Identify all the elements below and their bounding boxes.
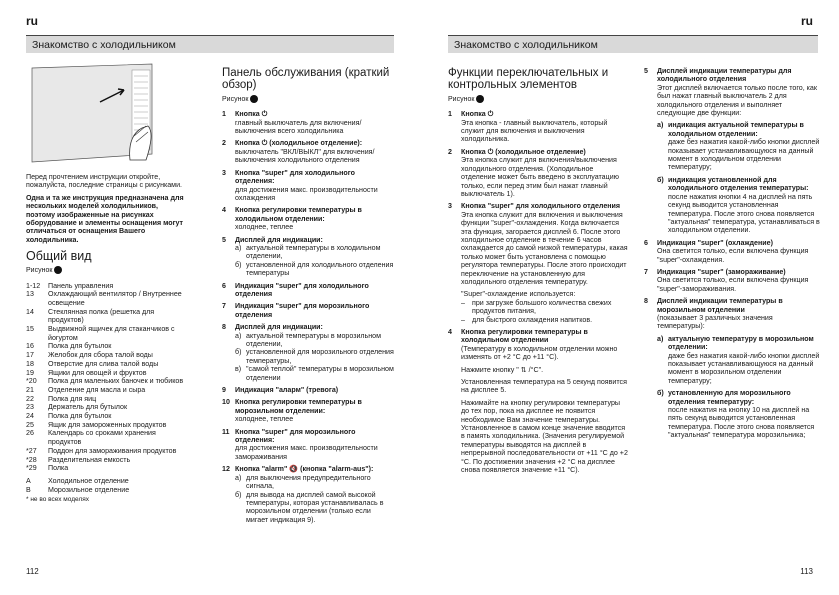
item-number: 13 [26,290,34,299]
panel-item-desc: главный выключатель для включения/выключения всего холодильника [235,118,362,136]
general-view-item [26,377,188,386]
panel-item [222,139,394,164]
panel-item-desc: для достижения макс. производительности охлаждения [235,185,378,202]
panel-item [222,110,394,135]
panel-item [222,323,394,382]
panel-item-title: Кнопка регулировки температуры в холодильном отделении: [235,206,362,223]
subitem-text: установленной для морозильного отделения температуры, [246,348,394,365]
panel-item [222,282,394,299]
func-item-7: 7 Индикация "super" (замораживание) Она светится только, если включена функция "super"-замораживания. [644,267,809,293]
general-view-item [26,456,188,465]
func-item-5: 5 Дисплей индикации температуры для холодильного отделения Этот дисплей включается только после того, как был нажат главный выключатель 2 для холодильного отделения и выполняет следующие две функции: a) индикация актуальной температуры в холодильном отделении: даже без нажатия какой-либо кнопки дисплей показывает устанавливающуюся на данный момент в холодильном отделении температуру; б) индикация установленной для холодильного отделения температуры: после нажатия кнопки 4 на дисплей на пять секунд выводится установленная температура. После этого снова появляется "актуальная" температура, устанавливаться в холодильном отделении. [644,67,820,235]
item-number: 14 [26,307,34,316]
item-number: 21 [26,385,34,394]
item-number: 15 [26,325,34,334]
panel-item-desc: холоднее, теплее [235,415,294,424]
item-label: Полка [48,464,69,473]
panel-item-title: Кнопка ⏻ [235,110,268,119]
compartment-item [26,486,188,495]
item-label: Выдвижной ящичек для стаканчиков с йогуртом [48,325,175,342]
panel-item-desc: для достижения макс. производительности замораживания [235,444,378,461]
compartment-list [26,477,188,494]
func-item-4: 4 Кнопка регулировки температуры в холодильном отделении (Температуру в холодильном отделении можно изменять от +2 °C до +11 °C). Нажмите кнопку " ⇅ /°C". Установленная температура на 5 секунд появится на дисплее 5. Нажимайте на кнопку регулировки температуры до тех пор, пока на дисплее не появится необходимое Вам значение температуры. Установленное в самом конце значение вводится в память холодильника. (Значения регулируемой температуры выводятся на дисплей в непрерывной последовательности от +11 °C до +2 °C. По достижении значения +2 °C на дисплее снова появляется значение +11 °C). [448,328,628,475]
panel-item-title: Кнопка "super" для холодильного отделения: [235,168,355,186]
item-number: 19 [26,368,34,377]
subitem-letter: a) [235,331,242,340]
general-view-item [26,421,188,430]
general-view-item [26,308,188,325]
subitem-text: актуальной температуры в холодильном отделении, [246,243,381,261]
item-number: *20 [26,377,37,386]
panel-item-title: Кнопка ⏻ (холодильное отделение): [235,139,363,148]
general-view-item [26,464,188,473]
item-label: Полка для бутылок [48,412,112,421]
figure-number-badge [54,266,62,274]
subitem-letter: а) [235,473,242,482]
panel-item-number: 1 [222,110,226,119]
general-view-item [26,351,188,360]
fridge-open-illustration [30,62,180,168]
item-label: Стеклянная полка (решетка для продуктов) [48,307,155,325]
general-view-item [26,447,188,456]
func-item-1: 1 Кнопка ⏻ Эта кнопка - главный выключатель, который служит для включения и выключения холодильника. [448,110,608,144]
general-view-item [26,429,188,446]
panel-item-title: Индикация "super" для холодильного отделения [235,281,369,298]
page-header: Знакомство с холодильником [448,35,818,53]
item-label: Календарь со сроками хранения продуктов [48,429,156,447]
figure-number-badge [476,95,484,103]
func-item-6: 6 Индикация "super" (охлаждение) Она светится только, если включена функция "super"-охлаждения. [644,238,809,264]
panel-item [222,428,394,462]
panel-item [222,386,394,394]
panel-item-title: Кнопка "alarm" 🔇 (кнопка "alarm-aus"): [235,465,374,474]
func-item-8: 8 Дисплей индикации температуры в морозильном отделении (показывает 3 различных значения температуры): a) актуальную температуру в морозильном отделении: даже без нажатия какой-либо кнопки дисплей показывает устанавливающуюся на данный момент в морозильном отделении температуру; б) установленную для морозильного отделения температуру: после нажатия на кнопку 10 на дисплей на пять секунд выводится установленная температура. После этого снова появляется "актуальная" температура морозильника; [644,297,820,440]
panel-item-desc: выключатель "ВКЛ/ВЫКЛ" для включения/выключения холодильного отделения [235,147,375,165]
subitem-letter: a) [235,243,242,252]
subitem-letter: б) [235,490,242,499]
func-item-2: 2 Кнопка ⏻ (холодильное отделение) Эта кнопка служит для включения/выключения холодильного отделения. (Холодильное отделение может быть введено в эксплуатацию только, если перед этим был нажат главный выключатель 1). [448,147,619,198]
general-view-item [26,369,188,378]
item-number: 26 [26,429,34,438]
item-label: Разделительная емкость [48,455,131,464]
subitem-text: для выключения предупредительного сигнала, [246,473,371,491]
panel-item-number: 10 [222,398,230,407]
panel-item-title: Дисплей для индикации: [235,235,323,244]
item-label: Желобок для сбора талой воды [48,351,153,360]
item-number: 1-12 [26,281,41,290]
compartment-label: Морозильное отделение [48,485,130,494]
item-number: 17 [26,351,34,360]
panel-item-number: 3 [222,168,226,177]
subitem-text: актуальной температуры в морозильном отделении, [246,331,381,348]
panel-item [222,302,394,319]
subitem-letter: в) [235,365,242,374]
panel-item [222,206,394,231]
item-label: Держатель для бутылок [48,403,128,412]
item-number: 22 [26,394,34,403]
page-header: Знакомство с холодильником [26,35,394,53]
item-number: 16 [26,342,34,351]
subitem-text: "самой теплой" температуры в морозильном отделении [246,365,394,382]
panel-item-number: 6 [222,281,226,290]
panel-item-number: 8 [222,323,226,332]
panel-subitem [235,244,394,261]
panel-subitem [235,332,394,349]
panel-item-number: 7 [222,302,226,311]
item-label: Охлаждающий вентилятор / Внутреннее освещение [48,290,182,307]
subitem-text: установленной для холодильного отделения температуры [246,260,394,278]
panel-item-number: 5 [222,235,226,244]
item-label: Отделение для масла и сыра [48,385,146,394]
panel-item-title: Индикация "super" для морозильного отделения [235,302,370,319]
figure-number-badge [250,95,258,103]
panel-item [222,236,394,278]
item-label: Ящики для овощей и фруктов [48,368,147,377]
item-number: 24 [26,412,34,421]
intro-note: Одна и та же инструкция предназначена для нескольких моделей холодильников, поэтому изображенные на рисунках оборудование и элементы оснащения могут отличаться от оснащения Вашего холодильника. [26,193,184,244]
subitem-letter: б) [235,260,242,269]
general-view-list [26,282,188,473]
panel-item-title: Кнопка регулировки температуры в морозильном отделении: [235,398,362,415]
item-label: Отверстие для слива талой воды [48,359,159,368]
compartment-letter: B [26,485,31,494]
general-view-item [26,395,188,404]
figure-ref-2: Рисунок [222,95,394,104]
panel-items [222,110,394,524]
panel-item-title: Дисплей для индикации: [235,323,323,332]
right-page: ru Знакомство с холодильником Функции переключательных и контрольных элементов Рисунок 1 Кнопка ⏻ Эта кнопка - главный выключатель, который служит для включения и выключения холодильника. 2 Кнопка ⏻ (холодильное отделение) Эта кнопка служит для включения/выключения холодильного отделения. (Холодильное отделение может быть введено в эксплуатацию только, если перед этим был нажат главный выключатель 1). 3 Кнопка "super" для холодильного отделения Эта кнопка служит для включения и выключения функции "super"-охлаждения. Когда включается эта функция, загорается дисплей 6. После этого холодильное отделение в течение 6 часов охлаждается до самой низкой температуры, какая только может быть установлена с помощью регулятора температуры. После этого происходит переключение на установленную для холодильного отделения температуру. "Super"-охлаждение используется: – при загрузке большого количества свежих продуктов питания, – для быстрого охлаждения напитков. 4 Кнопка регулировки температуры в холодильном отделении (Температуру в холодильном отделении можно изменять от +2 °C до +11 °C). Нажмите кнопку " ⇅ /°C". Установленная температура на 5 секунд появится на дисплее 5. Нажимайте на кнопку регулировки температуры до тех пор, пока на дисплее не появится необходимое Вам значение температуры. Установленное в самом конце значение вводится в память холодильника. (Значения регулируемой температуры выводятся на дисплей в непрерывной последовательности от +11 °C до +2 °C. По достижении значения +2 °C на дисплее снова появляется значение +11 °C). 5 Дисплей индикации температуры для холодильного отделения Этот дисплей включается только после того, как был нажат главный выключатель 2 для холодильного отделения и выполняет следующие две функции: a) индикация актуальной температуры в холодильном отделении: даже без нажатия какой-либо кнопки дисплей показывает устанавливающуюся на данный момент в холодильном отделении температуру; б) индикация установленной для холодильного отделения температуры: после нажатия кнопки 4 на дисплей на пять секунд выводится установленная температура. После этого снова появляется "актуальная" температура, устанавливаться в холодильном отделении. 6 Индикация "super" (охлаждение) Она светится только, если включена функция "super"-охлаждения. 7 Индикация "super" (замораживание) Она светится только, если включена функция "super"-замораживания. 8 Дисплей индикации температуры в морозильном отделении (показывает 3 различных значения температуры): a) актуальную температуру в морозильном отделении: даже без нажатия какой-либо кнопки дисплей показывает устанавливающуюся на данный момент в морозильном отделении температуру; б) установленную для морозильного отделения температуру: после нажатия на кнопку 10 на дисплей на пять секунд выводится установленная температура. После этого снова появляется "актуальная" температура морозильника; 113 [448,14,820,576]
panel-item-number: 11 [222,427,230,436]
footnote: * не во всех моделях [26,496,90,504]
general-view-item [26,360,188,369]
item-number: 23 [26,403,34,412]
panel-subitem [235,365,394,382]
panel-item [222,465,394,524]
panel-item-title: Кнопка "super" для морозильного отделения: [235,427,356,445]
item-number: 18 [26,359,34,368]
item-number: *28 [26,455,37,464]
item-number: *29 [26,464,37,473]
item-number: 25 [26,420,34,429]
compartment-item [26,477,188,486]
item-label: Поддон для замораживания продуктов [48,446,177,455]
page-number: 112 [26,567,39,576]
compartment-label: Холодильное отделение [48,476,129,485]
figure-ref: Рисунок [26,266,188,275]
item-label: Полка для бутылок [48,342,112,351]
panel-subitem [235,348,394,365]
panel-subitem [235,474,394,491]
general-view-item [26,325,188,342]
language-label: ru [801,14,813,28]
general-view-item [26,342,188,351]
left-page [0,0,419,595]
general-view-item [26,386,188,395]
panel-item-number: 4 [222,206,226,215]
compartment-letter: A [26,476,31,485]
panel-item [222,169,394,203]
subitem-letter: б) [235,348,242,357]
functions-title: Функции переключательных и контрольных элементов [448,67,609,91]
general-view-item [26,290,188,307]
func-item-3: 3 Кнопка "super" для холодильного отделения Эта кнопка служит для включения и выключения функции "super"-охлаждения. Когда включается эта функция, загорается дисплей 6. После этого холодильное отделение в течение 6 часов охлаждается до самой низкой температуры, какая только может быть установлена с помощью регулятора температуры. После этого происходит переключение на установленную для холодильного отделения температуру. "Super"-охлаждение используется: – при загрузке большого количества свежих продуктов питания, – для быстрого охлаждения напитков. [448,202,628,324]
panel-subitem [235,261,394,278]
panel-item-desc: холоднее, теплее [235,223,294,232]
general-view-title: Общий вид [26,249,92,264]
panel-item-number: 9 [222,386,226,395]
item-label: Полка для яиц [48,394,97,403]
language-label: ru [26,14,38,28]
panel-item-number: 12 [222,465,230,474]
general-view-item [26,412,188,421]
panel-item-title: Индикация "аларм" (тревога) [235,386,339,395]
general-view-item [26,403,188,412]
page-number: 113 [800,567,813,576]
general-view-item [26,282,188,291]
intro-text: Перед прочтением инструкции откройте, пожалуйста, последние страницы с рисунками. [26,173,182,190]
subitem-text: для вывода на дисплей самой высокой температуры, которая устанавливалась в морозильном отделении (только если мигает индикация 9). [246,490,384,524]
item-label: Панель управления [48,281,114,290]
panel-subitem [235,491,394,525]
item-number: *27 [26,446,37,455]
panel-item [222,398,394,423]
item-label: Ящик для замороженных продуктов [48,420,167,429]
item-label: Полка для маленьких баночек и тюбиков [48,377,184,386]
panel-item-number: 2 [222,139,226,148]
panel-title: Панель обслуживания (краткий обзор) [222,67,390,91]
